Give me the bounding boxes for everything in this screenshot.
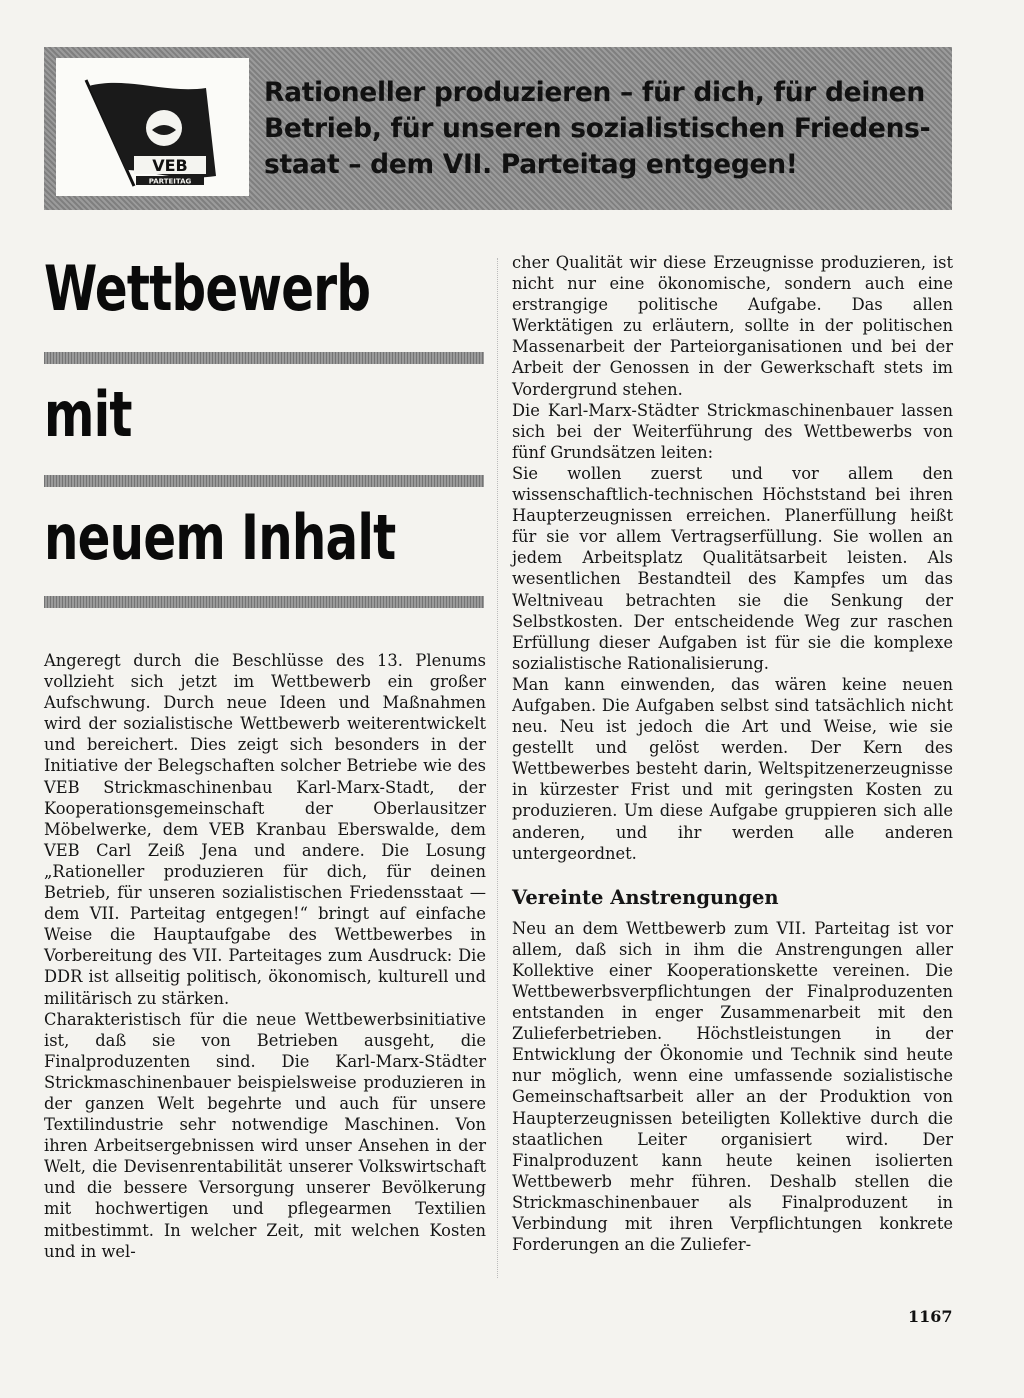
slogan-line: Rationeller produzieren – für dich, für deinen (264, 77, 925, 108)
headline-line-1: Wettbewerb (44, 252, 371, 325)
veb-parteitag-logo (56, 58, 249, 196)
flag-icon (56, 58, 249, 196)
slogan-banner (44, 47, 952, 210)
paragraph: Man kann einwenden, das wären keine neuen Aufgaben. Die Aufgaben selbst sind tatsächlich nicht neu. Neu ist jedoch die Art und Weise, wie sie gestellt und gelöst werden. Der Kern des Wettbewerbes besteht darin, Weltspitzenerzeugnisse in kürzester Frist und mit geringsten Kosten zu produzieren. Um diese Aufgabe gruppieren sich alle anderen, und ihr werden alle anderen untergeordnet. (512, 674, 953, 863)
logo-subtext: PARTEITAG (148, 177, 192, 186)
divider (44, 352, 484, 364)
slogan-text (264, 75, 934, 183)
paragraph: Neu an dem Wettbewerb zum VII. Parteitag ist vor allem, daß sich in ihm die Anstrengungen aller Kollektive einer Kooperationskette vereinen. Die Wettbewerbsverpflichtungen der Finalproduzenten entstanden in enger Zusammenarbeit mit den Zulieferbetrieben. Höchstleistungen in der Entwicklung der Ökonomie und Technik sind heute nur möglich, wenn eine umfassende sozialistische Gemeinschaftsarbeit aller an der Produktion von Haupterzeugnissen beteiligten Kollektive durch die staatlichen Leiter organisiert wird. Der Finalproduzent kann heute keinen isolierten Wettbewerb mehr führen. Deshalb stellen die Strickmaschinenbauer als Finalproduzent in Verbindung mit ihren Verpflichtungen konkrete Forderungen an die Zuliefer- (512, 918, 953, 1255)
headline-line-2: mit (44, 378, 132, 451)
section-heading: Vereinte Anstrengungen (512, 885, 779, 909)
logo-text: VEB (152, 156, 188, 175)
paragraph: Sie wollen zuerst und vor allem den wissenschaftlich-technischen Höchststand bei ihren Haupterzeugnissen erreichen. Planerfüllung heißt für sie vor allem Vertragserfüllung. Sie wollen an jedem Arbeitsplatz Qualitätsarbeit leisten. Als wesentlichen Bestandteil des Kampfes um das Weltniveau betrachten sie die Senkung der Selbstkosten. Der entscheidende Weg zur raschen Erfüllung dieser Aufgaben ist für sie die komplexe sozialistische Rationalisierung. (512, 463, 953, 673)
page-number: 1167 (908, 1307, 953, 1326)
paragraph: Charakteristisch für die neue Wettbewerbsinitiative ist, daß sie von Betrieben ausgeht, die Finalproduzenten sind. Die Karl-Marx-Städter Strickmaschinenbauer beispielsweise produzieren in der ganzen Welt begehrte und auch für unsere Textilindustrie sehr notwendige Maschinen. Von ihren Arbeitsergebnissen wird unser Ansehen in der Welt, die Devisenrentabilität unserer Volkswirtschaft und die bessere Versorgung unserer Bevölkerung mit hochwertigen und pflegearmen Textilien mitbestimmt. In welcher Zeit, mit welchen Kosten und in wel- (44, 1009, 486, 1261)
headline-line-3: neuem Inhalt (44, 501, 396, 574)
column-separator (497, 258, 498, 1278)
paragraph: cher Qualität wir diese Erzeugnisse produzieren, ist nicht nur eine ökonomische, sondern auch eine erstrangige politische Aufgabe. Das allen Werktätigen zu erläutern, sollte in der politischen Massenarbeit der Parteiorganisationen und bei der Arbeit der Genossen in der Gewerkschaft stets im Vordergrund stehen. (512, 253, 953, 399)
slogan-line: staat – dem VII. Parteitag entgegen! (264, 149, 798, 180)
left-column (44, 650, 486, 1262)
paragraph: Angeregt durch die Beschlüsse des 13. Plenums vollzieht sich jetzt im Wettbewerb ein großer Aufschwung. Durch neue Ideen und Maßnahmen wird der sozialistische Wettbewerb weiterentwickelt und bereichert. Dies zeigt sich besonders in der Initiative der Belegschaften solcher Betriebe wie des VEB Strickmaschinenbau Karl-Marx-Stadt, der Kooperationsgemeinschaft der Oberlausitzer Möbelwerke, dem VEB Kranbau Eberswalde, dem VEB Carl Zeiß Jena und andere. Die Losung „Rationeller produzieren für dich, für deinen Betrieb, für unseren sozialistischen Friedensstaat — dem VII. Parteitag entgegen!“ bringt auf einfache Weise die Hauptaufgabe des Wettbewerbes in Vorbereitung des VII. Parteitages zum Ausdruck: Die DDR ist allseitig politisch, ökonomisch, kulturell und militärisch zu stärken. (44, 651, 486, 1008)
divider (44, 475, 484, 487)
paragraph: Die Karl-Marx-Städter Strickmaschinenbauer lassen sich bei der Weiterführung des Wettbewerbs von fünf Grundsätzen leiten: (512, 400, 953, 462)
divider (44, 596, 484, 608)
right-column (512, 252, 953, 1255)
slogan-line: Betrieb, für unseren sozialistischen Friedens- (264, 113, 931, 144)
